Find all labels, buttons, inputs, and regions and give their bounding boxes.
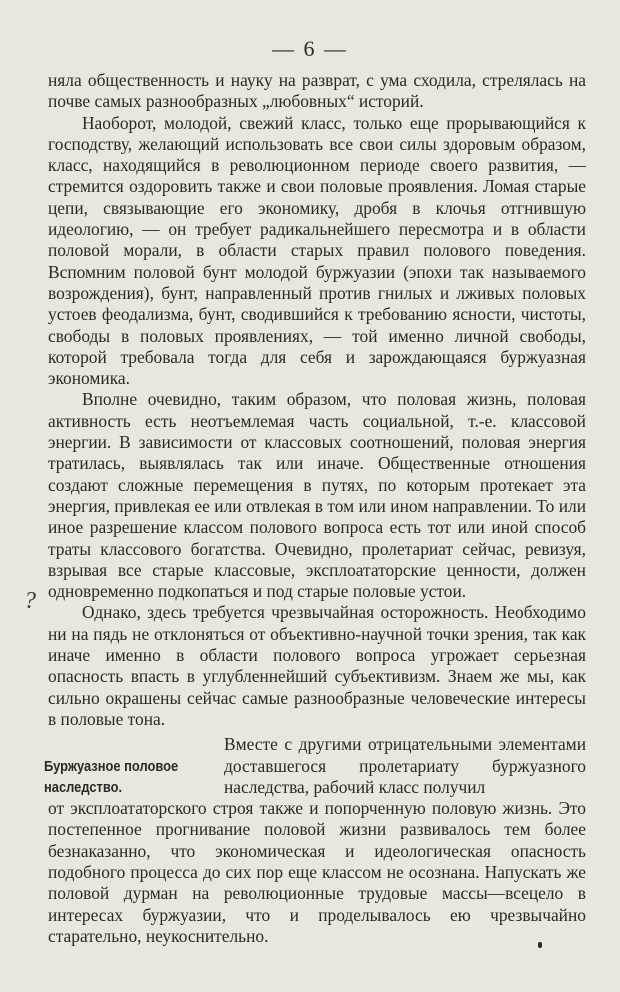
- paragraph: няла общественность и науку на разврат, с ума сходила, стрелялась на почве самых разнообразных „любовных“ историй.: [48, 70, 586, 112]
- paragraph-start: Вместе с другими отрицательными элементами доставшегося пролетариату буржуазного наследства, рабочий класс получил: [224, 734, 586, 797]
- side-heading: Буржуазное половое наследство.: [44, 758, 179, 797]
- paragraph: Наоборот, молодой, свежий класс, только еще прорывающийся к господству, желающий использовать все свои силы здоровым образом, класс, находящийся в революционном периоде своего развития, — стремится оздоровить также и свои половые проявления. Ломая старые цепи, связывающие его экономику, дробя в клочья отгнившую идеологию, — он требует радикальнейшего пересмотра и в области половой морали, в области старых правил полового поведения. Вспомним половой бунт молодой буржуазии (эпохи так называемого возрождения), бунт, направленный против гнилых и лживых половых устоев феодализма, бунт, сводившийся к требованию ясности, чистоты, свободы в половых проявлениях, — той именно личной свободы, которой требовала тогда для себя и зарождающаяся буржуазная экономика.: [48, 112, 586, 389]
- paragraph: Однако, здесь требуется чрезвычайная осторожность. Необходимо ни на пядь не отклоняться от объективно-научной точки зрения, так как иначе именно в области полового вопроса угрожает серьезная опасность впасть в углубленнейший субъективизм. Знаем же мы, как сильно окрашены сейчас самые разнообразные человеческие интересы в половые тона.: [48, 602, 586, 729]
- ink-spot: [538, 942, 542, 948]
- page-number: — 6 —: [272, 36, 348, 61]
- paragraph: Вполне очевидно, таким образом, что половая жизнь, половая активность есть неотъемлемая часть социальной, т.-е. классовой энергии. В зависимости от классовых соотношений, половая энергия тратилась, выявлялась так или иначе. Общественные отношения создают сложные перемещения в путях, по которым протекает эта энергия, привлекая ее или отвлекая в том или ином направлении. То или иное разрешение классом полового вопроса есть тот или иной способ траты классового богатства. Очевидно, пролетариат сейчас, ревизуя, взрывая все старые классовые, эксплоататорские ценности, должен одновременно подкопаться и под старые половые устои.: [48, 389, 586, 602]
- paragraph-rest: от эксплоататорского строя также и попорченную половую жизнь. Это постепенное прогнивание половой жизни развивалось тем более безнаказанно, что экономическая и идеологическая опасность подобного процесса до сих пор еще классом не осознана. Напускать же половой дурман на революционные трудовые массы—всецело в интересах буржуазии, что и проделывалось ею чрезвычайно старательно, неукоснительно.: [48, 798, 586, 946]
- body-text: [44, 70, 586, 947]
- section-with-side-heading: [44, 734, 586, 947]
- handwritten-margin-mark: ?: [24, 588, 36, 614]
